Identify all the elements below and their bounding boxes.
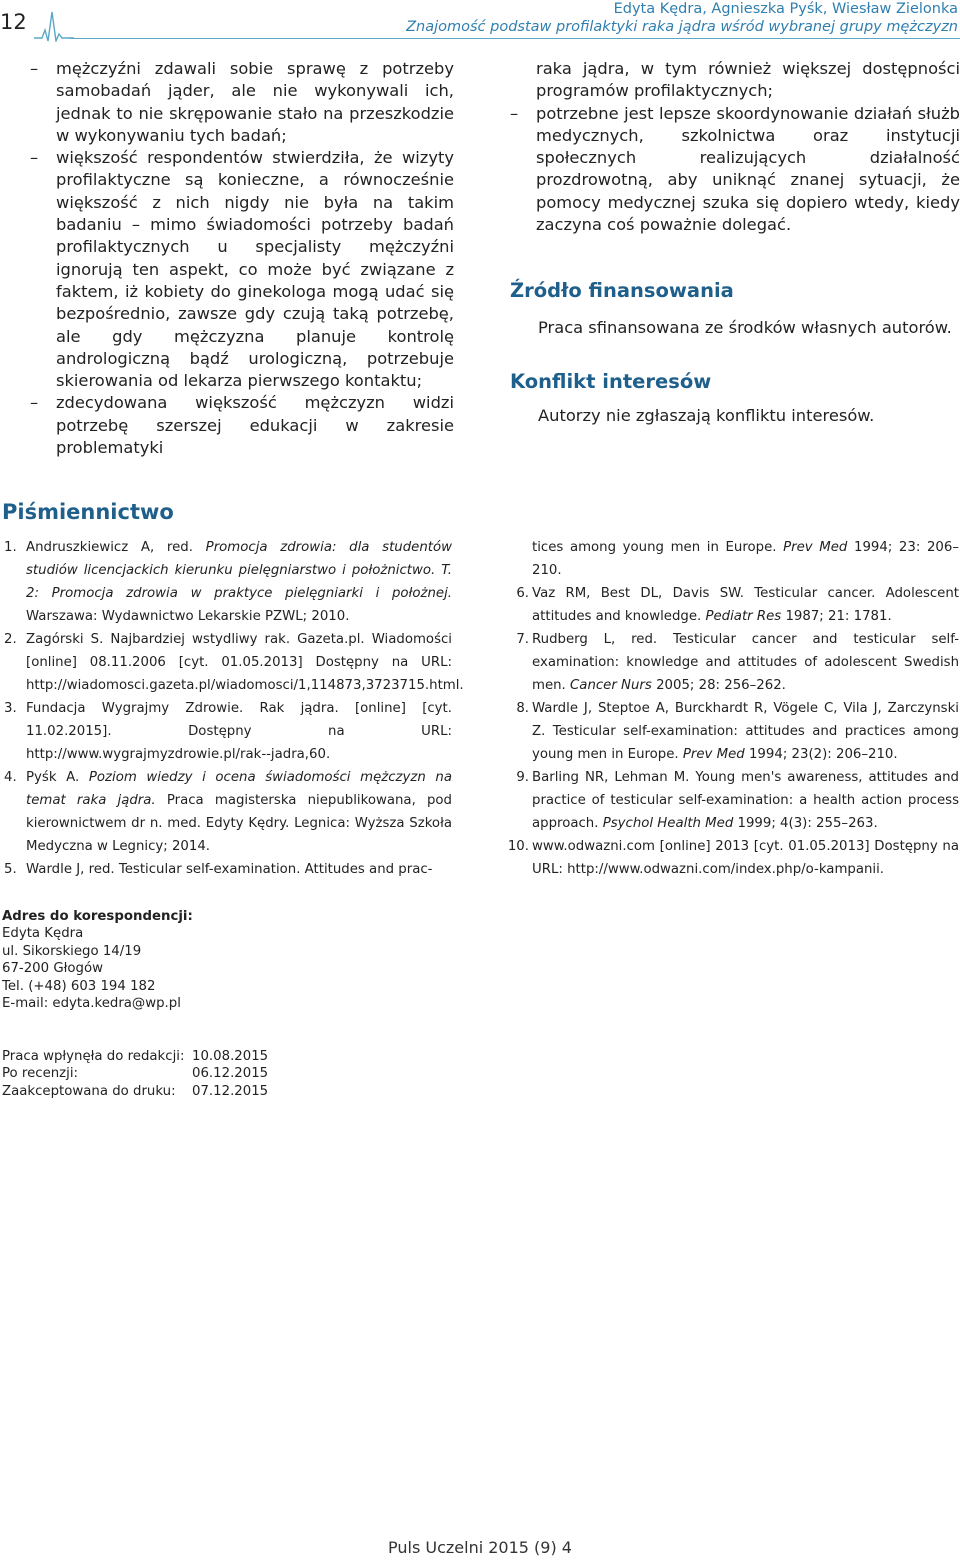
list-item: – większość respondentów stwierdziła, że wizyty profilaktyczne są konieczne, a równocześnie większość z nich nigdy nie była na takim badaniu – mimo świadomości potrzeby badań profilaktycznych u specjalisty mężczyźni ignorują ten aspekt, co może być związane z faktem, iż kobiety do ginekologa mogą udać się bezpośrednio, zawsze gdy czują taką potrzebę, ale gdy mężczyzna planuje kontrolę andrologiczną bądź urologiczną, potrzebuje skierowania od lekarza pierwszego kontaktu; (30, 147, 454, 392)
conclusions-list (30, 58, 454, 459)
address-line: 67-200 Głogów (2, 961, 103, 977)
page-number: 12 (0, 10, 27, 34)
address-line: ul. Sikorskiego 14/19 (2, 943, 142, 959)
correspondence-label: Adres do korespondencji: (2, 909, 193, 924)
references-column-left (4, 536, 464, 881)
list-item: – zdecydowana większość mężczyzn widzi potrzebę szerszej edukacji w zakresie problematyki (30, 392, 454, 459)
funding-heading: Źródło finansowania (510, 279, 734, 303)
reference-item: 1. Andruszkiewicz A, red. Promocja zdrowia: dla studentów studiów licencjackich kierunku pielęgniarstwo i położnictwo. T. 2: Promocja zdrowia w praktyce pielęgniarki i położnej. Warszawa: Wydawnictwo Lekarskie PZWL; 2010. (4, 540, 452, 624)
references-column-right (507, 536, 959, 881)
list-item: – potrzebne jest lepsze skoordynowanie działań służb medycznych, szkolnictwa oraz instytucji społecznych realizujących działalność prozdrowotną, aby uniknąć znanej sytuacji, że pomocy medycznej szuka się dopiero wtedy, kiedy zaczyna coś poważnie dolegać. (510, 103, 960, 237)
conflict-heading: Konflikt interesów (510, 369, 712, 393)
date-row: Praca wpłynęła do redakcji: 10.08.2015 (2, 1049, 269, 1064)
journal-footer: Puls Uczelni 2015 (9) 4 (388, 1538, 572, 1557)
reference-item: 7. Rudberg L, red. Testicular cancer and testicular self-examination: knowledge and attitudes of adolescent Swedish men. Cancer Nurs 2005; 28: 256–262. (516, 632, 959, 693)
address-line: E-mail: edyta.kedra@wp.pl (2, 996, 181, 1012)
running-head-title: Znajomość podstaw profilaktyki raka jądra wśród wybranej grupy mężczyzn (406, 19, 958, 35)
conclusions-list-continued (510, 103, 960, 237)
address-line: Tel. (+48) 603 194 182 (2, 978, 156, 994)
running-head-authors: Edyta Kędra, Agnieszka Pyśk, Wiesław Zielonka (613, 1, 958, 17)
right-column (510, 58, 960, 428)
reference-item: 6. Vaz RM, Best DL, Davis SW. Testicular cancer. Adolescent attitudes and knowledge. Pediatr Res 1987; 21: 1781. (516, 586, 959, 624)
date-row: Zaakceptowana do druku: 07.12.2015 (2, 1083, 269, 1099)
address-line: Edyta Kędra (2, 926, 84, 942)
reference-item: 10. www.odwazni.com [online] 2013 [cyt. 01.05.2013] Dostępny na URL: http://www.odwazni.com/index.php/o-kampanii. (507, 839, 959, 877)
references-heading: Piśmiennictwo (2, 500, 174, 524)
list-continuation: raka jądra, w tym również większej dostępności programów profilaktycznych; (536, 59, 960, 101)
reference-item-continuation: tices among young men in Europe. Prev Med 1994; 23: 206–210. (532, 540, 959, 578)
correspondence-address (2, 908, 193, 1012)
reference-item: 5. Wardle J, red. Testicular self-examination. Attitudes and prac- (4, 862, 433, 877)
reference-item: 9. Barling NR, Lehman M. Young men's awareness, attitudes and practice of testicular self-examination: a health action process approach. Psychol Health Med 1999; 4(3): 255–263. (516, 770, 959, 831)
reference-item: 3. Fundacja Wygrajmy Zdrowie. Rak jądra. [online] [cyt. 11.02.2015]. Dostępny na URL: http://www.wygrajmyzdrowie.pl/rak--jadra,60. (4, 701, 452, 762)
header-rule (70, 38, 960, 39)
list-item: – mężczyźni zdawali sobie sprawę z potrzeby samobadań jąder, ale nie wykonywali ich, jednak to nie skrępowanie stało na przeszkodzie w wykonywaniu tych badań; (30, 58, 454, 147)
conflict-text: Autorzy nie zgłaszają konfliktu interesów. (538, 406, 875, 426)
heartbeat-line-icon (34, 8, 74, 42)
left-column (30, 58, 454, 459)
submission-dates (2, 1048, 268, 1100)
reference-item: 8. Wardle J, Steptoe A, Burckhardt R, Vögele C, Vila J, Zarczynski Z. Testicular self-examination: attitudes and practices among young men in Europe. Prev Med 1994; 23(2): 206–210. (516, 701, 959, 762)
date-row: Po recenzji: 06.12.2015 (2, 1066, 269, 1082)
reference-item: 4. Pyśk A. Poziom wiedzy i ocena świadomości mężczyzn na temat raka jądra. Praca magisterska niepublikowana, pod kierownictwem dr n. med. Edyty Kędry. Legnica: Wyższa Szkoła Medyczna w Legnicy; 2014. (4, 770, 452, 854)
funding-text: Praca sfinansowana ze środków własnych autorów. (538, 317, 952, 337)
reference-item: 2. Zagórski S. Najbardziej wstydliwy rak. Gazeta.pl. Wiadomości [online] 08.11.2006 [cyt. 01.05.2013] Dostępny na URL: http://wiadomosci.gazeta.pl/wiadomosci/1,114873,3723715.html. (4, 632, 464, 693)
